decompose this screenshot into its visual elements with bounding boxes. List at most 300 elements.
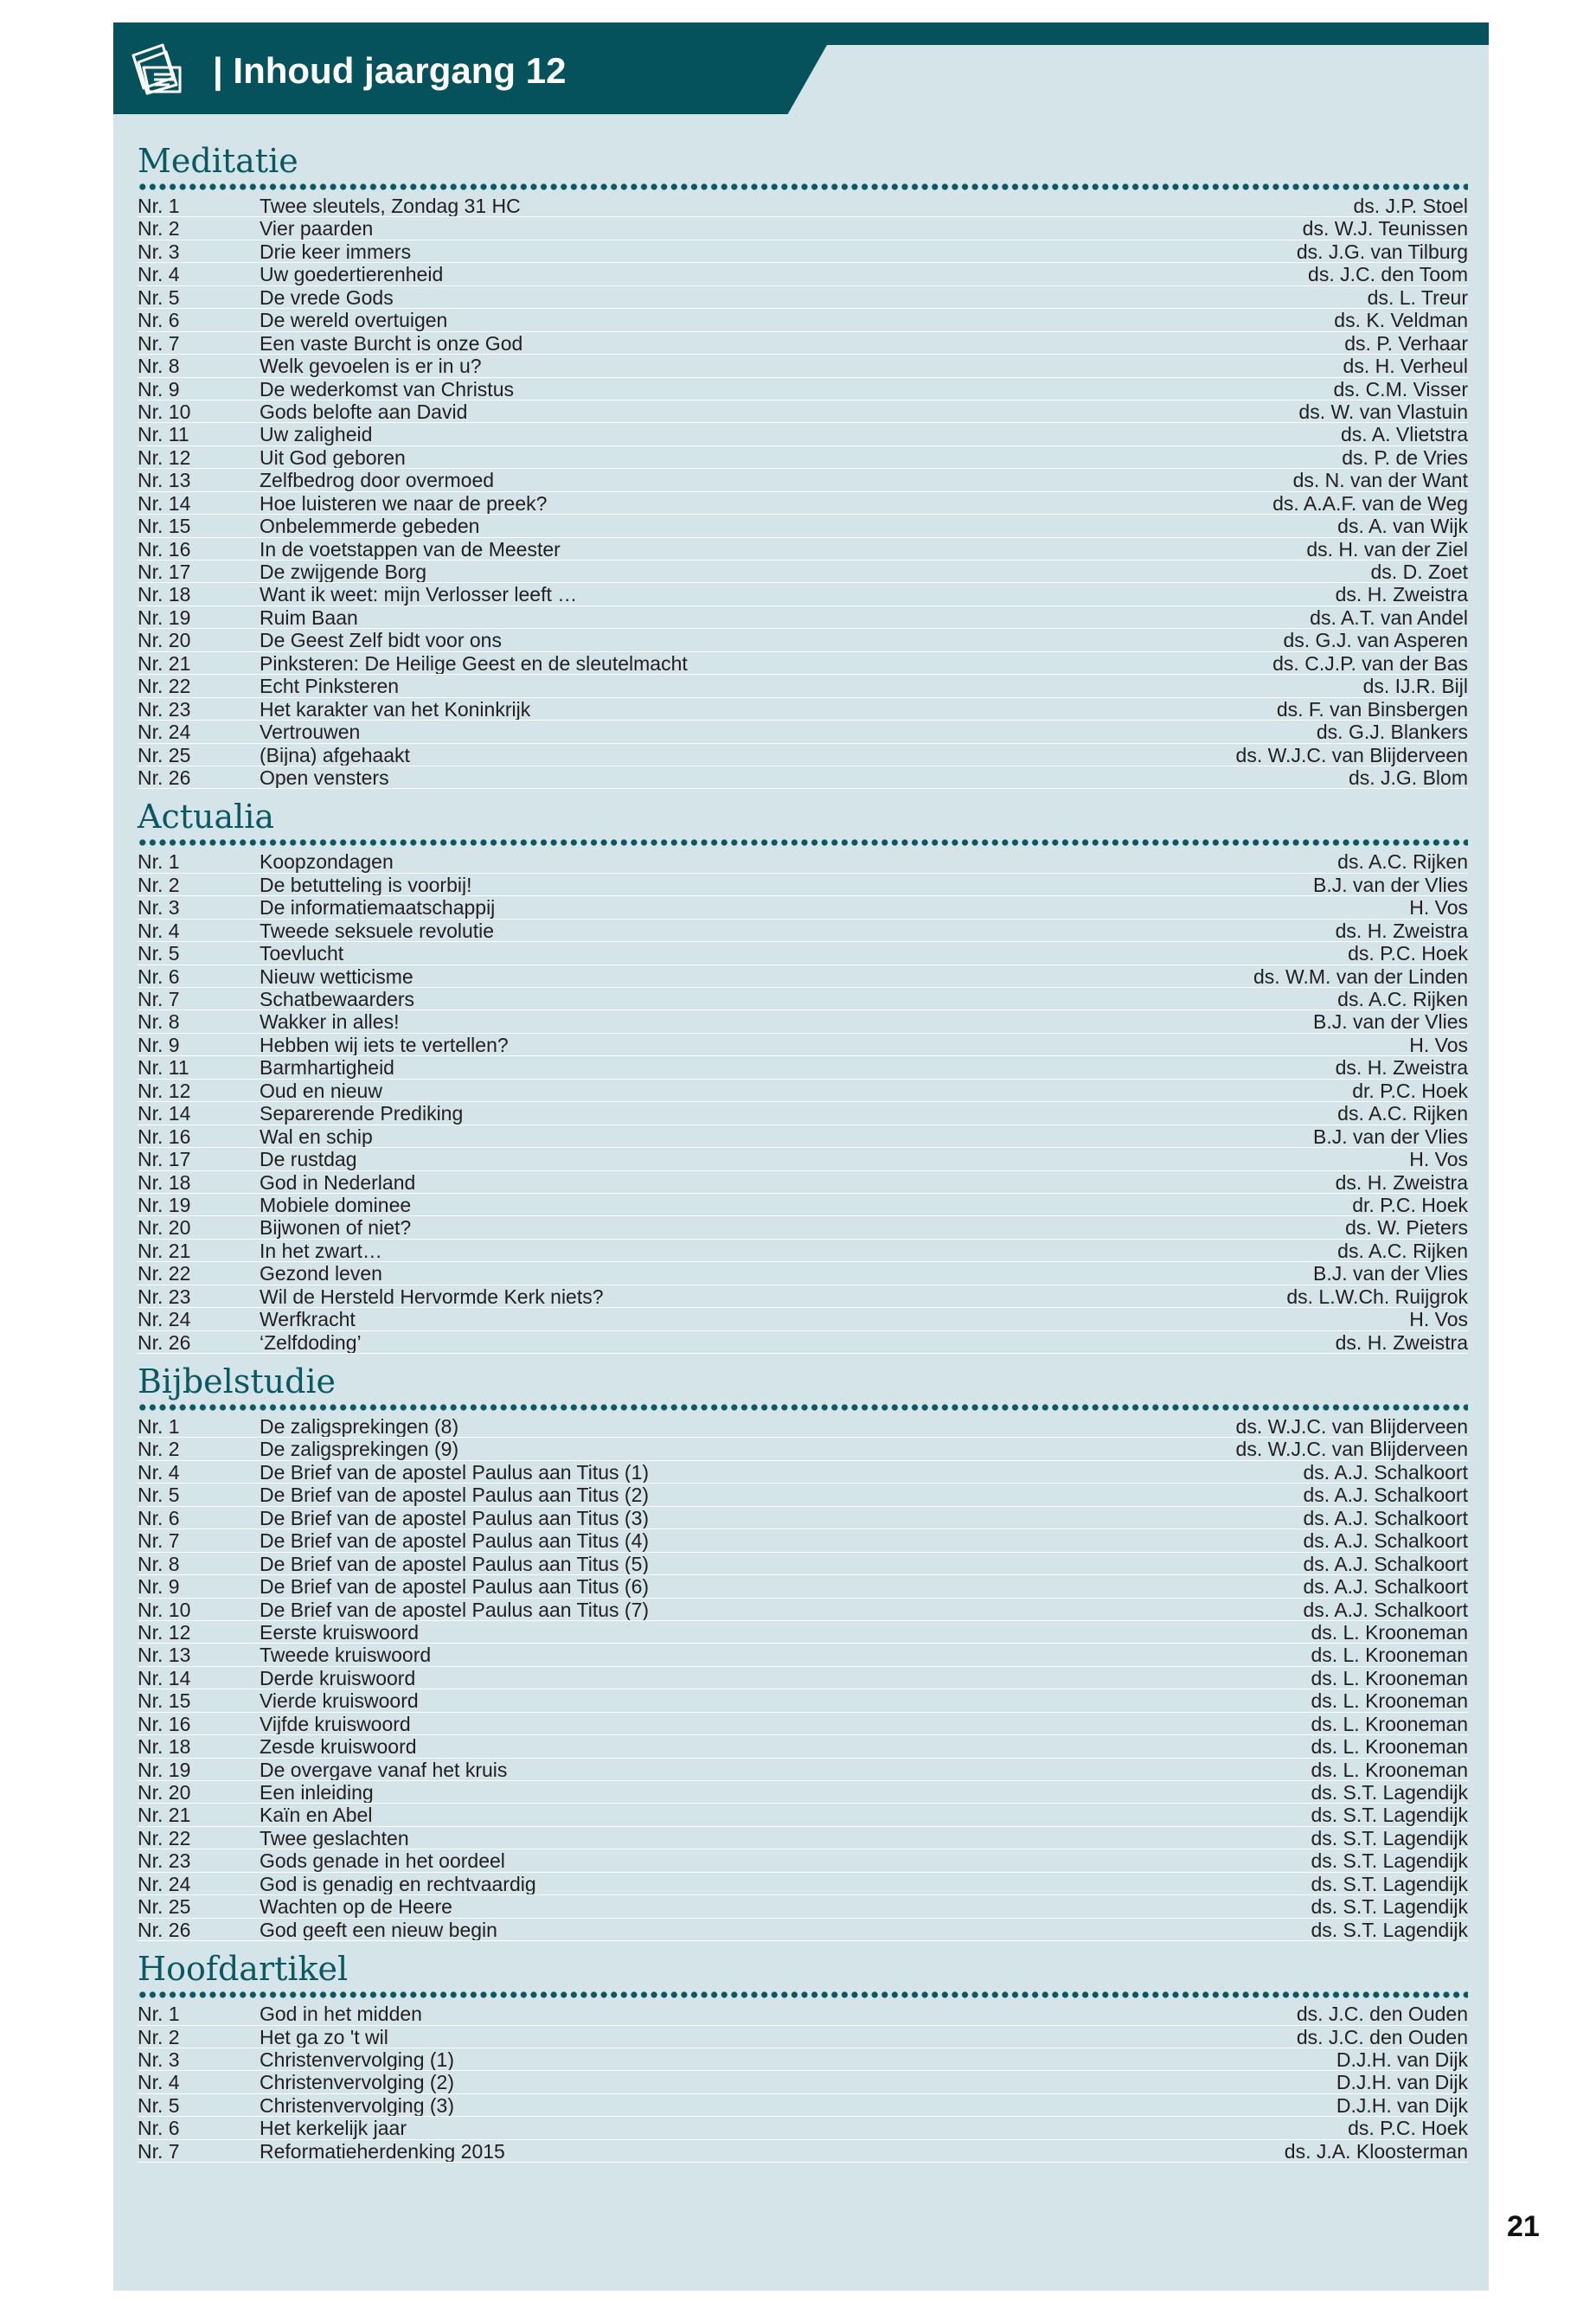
entry-author: ds. H. Zweistra: [1335, 1056, 1468, 1080]
table-row: [138, 492, 1468, 515]
entry-number: Nr. 4: [138, 2071, 180, 2094]
entry-author: ds. A.C. Rijken: [1337, 1102, 1468, 1125]
entry-author: ds. L. Krooneman: [1311, 1735, 1468, 1759]
entry-author: ds. A.C. Rijken: [1337, 988, 1468, 1010]
entry-author: ds. K. Veldman: [1334, 309, 1468, 332]
entry-title: Mobiele dominee: [260, 1193, 412, 1216]
entry-title: Uw zaligheid: [260, 423, 373, 445]
table-of-contents: [138, 142, 1468, 2171]
entry-number: Nr. 1: [138, 1415, 180, 1438]
table-row: [138, 874, 1468, 896]
entry-title: Hebben wij iets te vertellen?: [260, 1033, 509, 1056]
entry-title: De Brief van de apostel Paulus aan Titus (7): [260, 1598, 650, 1620]
entry-number: Nr. 23: [138, 1849, 191, 1873]
entry-title: De Brief van de apostel Paulus aan Titus (5): [260, 1552, 650, 1575]
entry-title: Schatbewaarders: [260, 988, 414, 1010]
table-row: [138, 1827, 1468, 1849]
entry-author: ds. P. de Vries: [1342, 445, 1468, 469]
entry-title: Barmhartigheid: [260, 1056, 394, 1079]
entry-title: De betutteling is voorbij!: [260, 873, 472, 896]
entry-author: ds. H. Zweistra: [1335, 1330, 1468, 1354]
entry-title: Wachten op de Heere: [260, 1895, 452, 1918]
table-row: [138, 1148, 1468, 1170]
entry-title: Separerende Prediking: [260, 1102, 464, 1125]
entry-author: dr. P.C. Hoek: [1352, 1079, 1468, 1102]
table-row: [138, 217, 1468, 240]
entry-number: Nr. 8: [138, 1552, 180, 1575]
entry-number: Nr. 23: [138, 1285, 191, 1308]
entry-number: Nr. 3: [138, 2048, 180, 2071]
entry-title: Wal en schip: [260, 1125, 373, 1148]
entry-author: ds. J.C. den Ouden: [1296, 2025, 1468, 2048]
table-row: [138, 1621, 1468, 1644]
entry-number: Nr. 21: [138, 1239, 191, 1262]
table-row: [138, 423, 1468, 445]
table-row: [138, 1285, 1468, 1308]
entry-author: ds. S.T. Lagendijk: [1311, 1849, 1468, 1873]
entry-author: H. Vos: [1409, 1033, 1468, 1056]
entry-number: Nr. 9: [138, 377, 180, 401]
dotted-divider: [138, 1403, 1468, 1412]
table-row: [138, 652, 1468, 675]
entry-author: ds. F. van Binsbergen: [1276, 697, 1468, 721]
entry-author: ds. W.J.C. van Blijderveen: [1235, 1415, 1468, 1438]
entry-author: ds. L. Krooneman: [1311, 1666, 1468, 1689]
entry-number: Nr. 22: [138, 675, 191, 698]
entry-title: Ruim Baan: [260, 606, 358, 629]
entry-number: Nr. 16: [138, 537, 191, 561]
table-row: [138, 355, 1468, 377]
entry-number: Nr. 3: [138, 240, 180, 263]
entry-author: ds. A. van Wijk: [1337, 515, 1468, 538]
table-row: [138, 1034, 1468, 1056]
entry-number: Nr. 14: [138, 1102, 191, 1125]
entry-title: Bijwonen of niet?: [260, 1216, 412, 1239]
page-number: 21: [1507, 2210, 1540, 2243]
entry-author: ds. L. Treur: [1367, 285, 1468, 309]
entry-title: De informatiemaatschappij: [260, 896, 496, 919]
entry-title: Hoe luisteren we naar de preek?: [260, 491, 548, 515]
entry-number: Nr. 12: [138, 1079, 191, 1102]
dotted-divider: [138, 838, 1468, 847]
table-row: [138, 332, 1468, 355]
table-row: [138, 2140, 1468, 2163]
entry-author: ds. A.C. Rijken: [1337, 850, 1468, 874]
table-row: [138, 1056, 1468, 1079]
entry-title: Het kerkelijk jaar: [260, 2117, 407, 2139]
table-row: [138, 1415, 1468, 1438]
entry-author: ds. W. van Vlastuin: [1298, 400, 1468, 423]
entry-title: Gezond leven: [260, 1262, 382, 1285]
entry-number: Nr. 7: [138, 331, 180, 355]
entry-number: Nr. 26: [138, 1918, 191, 1941]
entry-author: ds. D. Zoet: [1370, 561, 1468, 583]
entry-number: Nr. 15: [138, 515, 191, 538]
table-row: [138, 1507, 1468, 1529]
section-hoofdartikel: [138, 1950, 1468, 2163]
entry-number: Nr. 17: [138, 561, 191, 583]
entry-title: Vierde kruiswoord: [260, 1689, 419, 1712]
entry-number: Nr. 4: [138, 263, 180, 286]
entry-number: Nr. 16: [138, 1712, 191, 1735]
entry-title: Twee sleutels, Zondag 31 HC: [260, 195, 521, 217]
table-row: [138, 1171, 1468, 1194]
entry-author: ds. W.J.C. van Blijderveen: [1235, 743, 1468, 766]
table-row: [138, 965, 1468, 988]
entry-author: ds. A.T. van Andel: [1310, 606, 1468, 629]
entry-author: ds. A.J. Schalkoort: [1303, 1552, 1468, 1575]
entry-title: De zwijgende Borg: [260, 561, 427, 583]
entry-title: Wakker in alles!: [260, 1010, 400, 1033]
entry-number: Nr. 25: [138, 743, 191, 766]
entry-author: ds. G.J. Blankers: [1316, 721, 1468, 744]
table-row: [138, 2071, 1468, 2093]
entry-title: De wereld overtuigen: [260, 309, 448, 331]
entry-author: B.J. van der Vlies: [1313, 1262, 1468, 1285]
entry-title: Vertrouwen: [260, 721, 361, 743]
entry-number: Nr. 7: [138, 988, 180, 1010]
entry-author: ds. H. Zweistra: [1335, 919, 1468, 942]
entry-title: Echt Pinksteren: [260, 675, 400, 697]
entry-author: ds. W.M. van der Linden: [1253, 965, 1468, 988]
section-title: Meditatie: [138, 142, 298, 180]
table-row: [138, 1689, 1468, 1712]
entry-number: Nr. 6: [138, 2117, 180, 2140]
entry-number: Nr. 14: [138, 1666, 191, 1689]
table-row: [138, 1010, 1468, 1033]
entry-number: Nr. 13: [138, 469, 191, 492]
table-row: [138, 2094, 1468, 2117]
entry-title: Gods belofte aan David: [260, 400, 468, 423]
entry-number: Nr. 22: [138, 1826, 191, 1849]
entry-number: Nr. 22: [138, 1262, 191, 1285]
entry-number: Nr. 19: [138, 1758, 191, 1781]
entry-title: In het zwart…: [260, 1239, 382, 1262]
entry-number: Nr. 21: [138, 651, 191, 675]
entry-title: Toevlucht: [260, 942, 344, 965]
entry-number: Nr. 4: [138, 919, 180, 942]
table-row: [138, 286, 1468, 309]
table-row: [138, 1781, 1468, 1804]
entry-title: De overgave vanaf het kruis: [260, 1758, 508, 1780]
table-row: [138, 1759, 1468, 1781]
entry-number: Nr. 4: [138, 1460, 180, 1484]
entry-number: Nr. 16: [138, 1125, 191, 1148]
table-row: [138, 1216, 1468, 1239]
entry-title: Christenvervolging (2): [260, 2071, 454, 2093]
table-row: [138, 1262, 1468, 1285]
section-title: Bijbelstudie: [138, 1362, 337, 1400]
entry-author: ds. L. Krooneman: [1311, 1644, 1468, 1667]
entry-author: D.J.H. van Dijk: [1336, 2093, 1468, 2117]
entry-title: Kaïn en Abel: [260, 1804, 373, 1826]
entry-title: Christenvervolging (3): [260, 2093, 454, 2117]
table-row: [138, 1194, 1468, 1216]
entry-number: Nr. 19: [138, 1193, 191, 1216]
page-title: | Inhoud jaargang 12: [213, 50, 567, 91]
entry-author: ds. S.T. Lagendijk: [1311, 1872, 1468, 1895]
entry-number: Nr. 24: [138, 1308, 191, 1331]
entry-title: Drie keer immers: [260, 240, 412, 263]
entry-author: dr. P.C. Hoek: [1352, 1193, 1468, 1216]
entry-author: ds. A.J. Schalkoort: [1303, 1575, 1468, 1599]
entry-title: Wil de Hersteld Hervormde Kerk niets?: [260, 1285, 604, 1308]
entry-number: Nr. 1: [138, 850, 180, 874]
entry-number: Nr. 5: [138, 285, 180, 309]
table-row: [138, 675, 1468, 697]
entry-title: God in Nederland: [260, 1170, 416, 1193]
entry-author: ds. J.G. Blom: [1348, 766, 1468, 789]
entry-number: Nr. 17: [138, 1148, 191, 1171]
entry-author: ds. A.C. Rijken: [1337, 1239, 1468, 1262]
table-row: [138, 1873, 1468, 1895]
entry-number: Nr. 6: [138, 1506, 180, 1529]
entry-author: B.J. van der Vlies: [1313, 873, 1468, 896]
section-title: Actualia: [138, 798, 275, 836]
table-row: [138, 1080, 1468, 1102]
entry-title: Welk gevoelen is er in u?: [260, 355, 482, 377]
entry-author: ds. J.C. den Ouden: [1296, 2003, 1468, 2026]
entry-number: Nr. 1: [138, 2003, 180, 2026]
table-row: [138, 698, 1468, 721]
table-row: [138, 515, 1468, 537]
table-row: [138, 1529, 1468, 1552]
entry-number: Nr. 18: [138, 1735, 191, 1759]
entry-number: Nr. 5: [138, 1484, 180, 1507]
entry-title: Het ga zo 't wil: [260, 2025, 388, 2048]
entry-author: ds. H. van der Ziel: [1306, 537, 1468, 561]
table-row: [138, 1240, 1468, 1262]
entry-author: ds. S.T. Lagendijk: [1311, 1918, 1468, 1941]
entry-number: Nr. 25: [138, 1895, 191, 1919]
entry-author: ds. N. van der Want: [1292, 469, 1468, 492]
table-row: [138, 629, 1468, 651]
entry-author: ds. L. Krooneman: [1311, 1689, 1468, 1713]
table-row: [138, 1125, 1468, 1148]
entry-author: D.J.H. van Dijk: [1336, 2048, 1468, 2071]
table-row: [138, 606, 1468, 629]
entry-number: Nr. 26: [138, 1330, 191, 1354]
entry-title: Koopzondagen: [260, 850, 394, 873]
table-row: [138, 2003, 1468, 2025]
entry-author: ds. P.C. Hoek: [1348, 2117, 1468, 2140]
entry-number: Nr. 24: [138, 721, 191, 744]
table-row: [138, 850, 1468, 873]
entry-author: ds. IJ.R. Bijl: [1362, 675, 1468, 698]
table-row: [138, 1438, 1468, 1460]
entry-author: ds. C.M. Visser: [1333, 377, 1468, 401]
table-row: [138, 1895, 1468, 1918]
entry-author: ds. C.J.P. van der Bas: [1272, 651, 1468, 675]
entry-author: ds. W.J. Teunissen: [1302, 217, 1468, 240]
entry-number: Nr. 3: [138, 896, 180, 920]
table-row: [138, 263, 1468, 285]
entry-number: Nr. 15: [138, 1689, 191, 1713]
entry-number: Nr. 14: [138, 491, 191, 515]
entry-author: ds. J.A. Kloosterman: [1284, 2139, 1468, 2163]
entry-number: Nr. 9: [138, 1033, 180, 1056]
table-row: [138, 240, 1468, 263]
table-row: [138, 1484, 1468, 1506]
entry-title: In de voetstappen van de Meester: [260, 537, 561, 560]
section-bijbelstudie: [138, 1362, 1468, 1941]
table-row: [138, 1919, 1468, 1941]
entry-title: De Brief van de apostel Paulus aan Titus (6): [260, 1575, 650, 1598]
entry-title: De vrede Gods: [260, 285, 394, 309]
entry-author: ds. A.J. Schalkoort: [1303, 1484, 1468, 1507]
table-row: [138, 1804, 1468, 1826]
entry-title: Oud en nieuw: [260, 1079, 382, 1102]
entry-title: Zesde kruiswoord: [260, 1735, 417, 1758]
table-row: [138, 988, 1468, 1010]
entry-number: Nr. 21: [138, 1804, 191, 1827]
table-row: [138, 195, 1468, 217]
entry-number: Nr. 18: [138, 583, 191, 606]
entry-author: ds. J.G. van Tilburg: [1296, 240, 1468, 263]
entry-author: ds. G.J. van Asperen: [1283, 629, 1468, 652]
entry-title: Christenvervolging (1): [260, 2048, 454, 2071]
table-row: [138, 766, 1468, 789]
entry-title: De Brief van de apostel Paulus aan Titus (3): [260, 1506, 650, 1529]
entry-author: ds. H. Zweistra: [1335, 583, 1468, 606]
entry-author: ds. A.J. Schalkoort: [1303, 1598, 1468, 1621]
entry-number: Nr. 5: [138, 2093, 180, 2117]
table-row: [138, 1667, 1468, 1689]
entry-title: Werfkracht: [260, 1308, 356, 1330]
table-row: [138, 1308, 1468, 1330]
table-row: [138, 1553, 1468, 1575]
table-row: [138, 561, 1468, 583]
table-row: [138, 1575, 1468, 1598]
entry-author: ds. L.W.Ch. Ruijgrok: [1286, 1285, 1468, 1308]
entry-number: Nr. 11: [138, 423, 189, 446]
entry-title: Tweede kruiswoord: [260, 1644, 432, 1666]
section-actualia: [138, 798, 1468, 1354]
entry-author: B.J. van der Vlies: [1313, 1010, 1468, 1034]
table-row: [138, 309, 1468, 331]
entry-author: ds. A.J. Schalkoort: [1303, 1506, 1468, 1529]
table-row: [138, 1331, 1468, 1354]
entry-number: Nr. 6: [138, 965, 180, 988]
table-row: [138, 583, 1468, 606]
section-title: Hoofdartikel: [138, 1950, 349, 1989]
entry-title: Vijfde kruiswoord: [260, 1712, 411, 1735]
table-row: [138, 538, 1468, 561]
header-bar: [113, 22, 1489, 45]
table-row: [138, 1735, 1468, 1758]
table-row: [138, 446, 1468, 469]
entry-number: Nr. 12: [138, 445, 191, 469]
entry-number: Nr. 12: [138, 1620, 191, 1644]
entry-title: De Brief van de apostel Paulus aan Titus (2): [260, 1484, 650, 1506]
entry-number: Nr. 20: [138, 1781, 191, 1804]
entry-title: Onbelemmerde gebeden: [260, 515, 480, 537]
entry-number: Nr. 8: [138, 355, 180, 378]
entry-title: De rustdag: [260, 1148, 357, 1170]
document-icon: [128, 36, 189, 100]
entry-author: ds. A. Vlietstra: [1340, 423, 1468, 446]
table-row: [138, 1102, 1468, 1125]
entry-number: Nr. 2: [138, 1438, 180, 1461]
entry-author: ds. A.A.F. van de Weg: [1272, 491, 1468, 515]
entry-title: Open vensters: [260, 766, 389, 789]
entry-author: ds. H. Zweistra: [1335, 1170, 1468, 1194]
entry-number: Nr. 2: [138, 2025, 180, 2048]
entry-number: Nr. 10: [138, 1598, 191, 1621]
entry-title: De Brief van de apostel Paulus aan Titus (4): [260, 1529, 650, 1552]
entry-title: Eerste kruiswoord: [260, 1620, 420, 1644]
entry-author: ds. P. Verhaar: [1344, 331, 1468, 355]
entry-title: Zelfbedrog door overmoed: [260, 469, 495, 491]
table-row: [138, 1849, 1468, 1872]
table-row: [138, 401, 1468, 423]
entry-title: Een vaste Burcht is onze God: [260, 331, 523, 355]
entry-number: Nr. 8: [138, 1010, 180, 1034]
entry-number: Nr. 1: [138, 195, 180, 217]
entry-number: Nr. 13: [138, 1644, 191, 1667]
table-row: [138, 2117, 1468, 2139]
entry-number: Nr. 26: [138, 766, 191, 789]
entry-author: H. Vos: [1409, 1148, 1468, 1171]
entry-number: Nr. 19: [138, 606, 191, 629]
table-row: [138, 896, 1468, 919]
entry-author: ds. H. Verheul: [1343, 355, 1468, 378]
entry-number: Nr. 5: [138, 942, 180, 965]
entry-title: Reformatieherdenking 2015: [260, 2139, 505, 2163]
entry-title: (Bijna) afgehaakt: [260, 743, 410, 766]
entry-title: Twee geslachten: [260, 1826, 409, 1849]
entry-number: Nr. 11: [138, 1056, 189, 1080]
entry-title: Nieuw wetticisme: [260, 965, 413, 987]
entry-number: Nr. 23: [138, 697, 191, 721]
dotted-divider: [138, 1990, 1468, 1999]
entry-number: Nr. 24: [138, 1872, 191, 1895]
entry-author: H. Vos: [1409, 896, 1468, 920]
entry-title: De Brief van de apostel Paulus aan Titus (1): [260, 1460, 650, 1484]
entry-title: De zaligsprekingen (9): [260, 1438, 459, 1460]
entry-author: ds. S.T. Lagendijk: [1311, 1781, 1468, 1804]
table-row: [138, 1713, 1468, 1735]
table-row: [138, 378, 1468, 401]
entry-title: Uit God geboren: [260, 445, 406, 469]
entry-number: Nr. 6: [138, 309, 180, 332]
entry-title: Tweede seksuele revolutie: [260, 919, 495, 942]
entry-title: Gods genade in het oordeel: [260, 1849, 505, 1872]
entry-author: H. Vos: [1409, 1308, 1468, 1331]
entry-author: ds. S.T. Lagendijk: [1311, 1826, 1468, 1849]
entry-title: Vier paarden: [260, 217, 374, 240]
entry-author: ds. A.J. Schalkoort: [1303, 1460, 1468, 1484]
entry-author: ds. S.T. Lagendijk: [1311, 1804, 1468, 1827]
entry-number: Nr. 9: [138, 1575, 180, 1599]
entry-author: ds. W. Pieters: [1345, 1216, 1468, 1240]
table-row: [138, 920, 1468, 942]
entry-author: D.J.H. van Dijk: [1336, 2071, 1468, 2094]
entry-title: De zaligsprekingen (8): [260, 1415, 459, 1438]
entry-author: ds. A.J. Schalkoort: [1303, 1529, 1468, 1553]
entry-number: Nr. 2: [138, 873, 180, 896]
entry-number: Nr. 18: [138, 1170, 191, 1194]
entry-author: ds. L. Krooneman: [1311, 1758, 1468, 1781]
entry-number: Nr. 10: [138, 400, 191, 423]
entry-author: ds. S.T. Lagendijk: [1311, 1895, 1468, 1919]
entry-title: De wederkomst van Christus: [260, 377, 514, 400]
entry-title: Pinksteren: De Heilige Geest en de sleutelmacht: [260, 651, 688, 675]
table-row: [138, 1599, 1468, 1621]
entry-author: ds. J.C. den Toom: [1308, 263, 1468, 286]
entry-title: God in het midden: [260, 2003, 422, 2025]
table-row: [138, 469, 1468, 491]
